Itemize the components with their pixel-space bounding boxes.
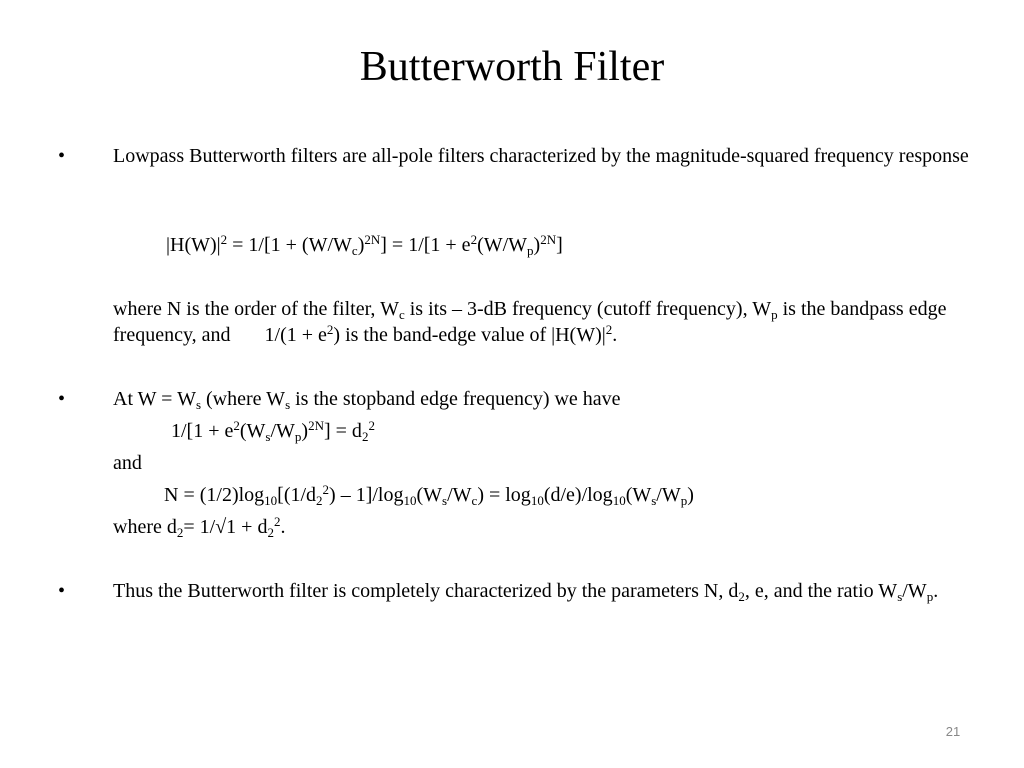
d2-definition-text: where $d_2= 1/√1 + d_2^2$.	[113, 513, 286, 540]
filter-order-equation: $N = (1/2)\log_{10}[(1/d_2^2) - 1]/\log_{10}(W_s/W_c) = \log_{10}(d/e)/\log_{10}(W_s/W_p)$	[164, 481, 694, 508]
stopband-equation: $1/[1 + e^2(W_s/W_p)^{2N}] = d_2^2$	[171, 417, 375, 444]
page-number: 21	[945, 724, 961, 739]
bullet-1-text: Lowpass Butterworth filters are all-pole filters characterized by the magnitude-squared frequency response	[113, 145, 969, 167]
slide-title: Butterworth Filter	[359, 44, 665, 90]
and-text: and	[113, 452, 142, 474]
magnitude-squared-equation: $|H(W)|^2 = 1/[1 + (W/W_c)^{2N}] = 1/[1 + e^2(W/W_p)^{2N}]$	[166, 231, 563, 258]
bullet-3-marker: •	[58, 580, 66, 602]
order-explanation-text: where N is the order of the filter, $W_c$ is its – 3-dB frequency (cutoff frequency), $W_p$ is the bandpass edge frequency, and $1/(1 + e^2)$ is the band-edge value of $|H(W)|^2$.	[113, 298, 947, 346]
bullet-2-text: At $W = W_s$ (where $W_s$ is the stopband edge frequency) we have	[113, 388, 621, 412]
bullet-3-text: Thus the Butterworth filter is completely characterized by the parameters N, $d_2$, e, and the ratio $W_s/W_p$.	[113, 580, 939, 604]
bullet-2-marker: •	[58, 388, 66, 410]
bullet-1-marker: •	[58, 145, 66, 167]
